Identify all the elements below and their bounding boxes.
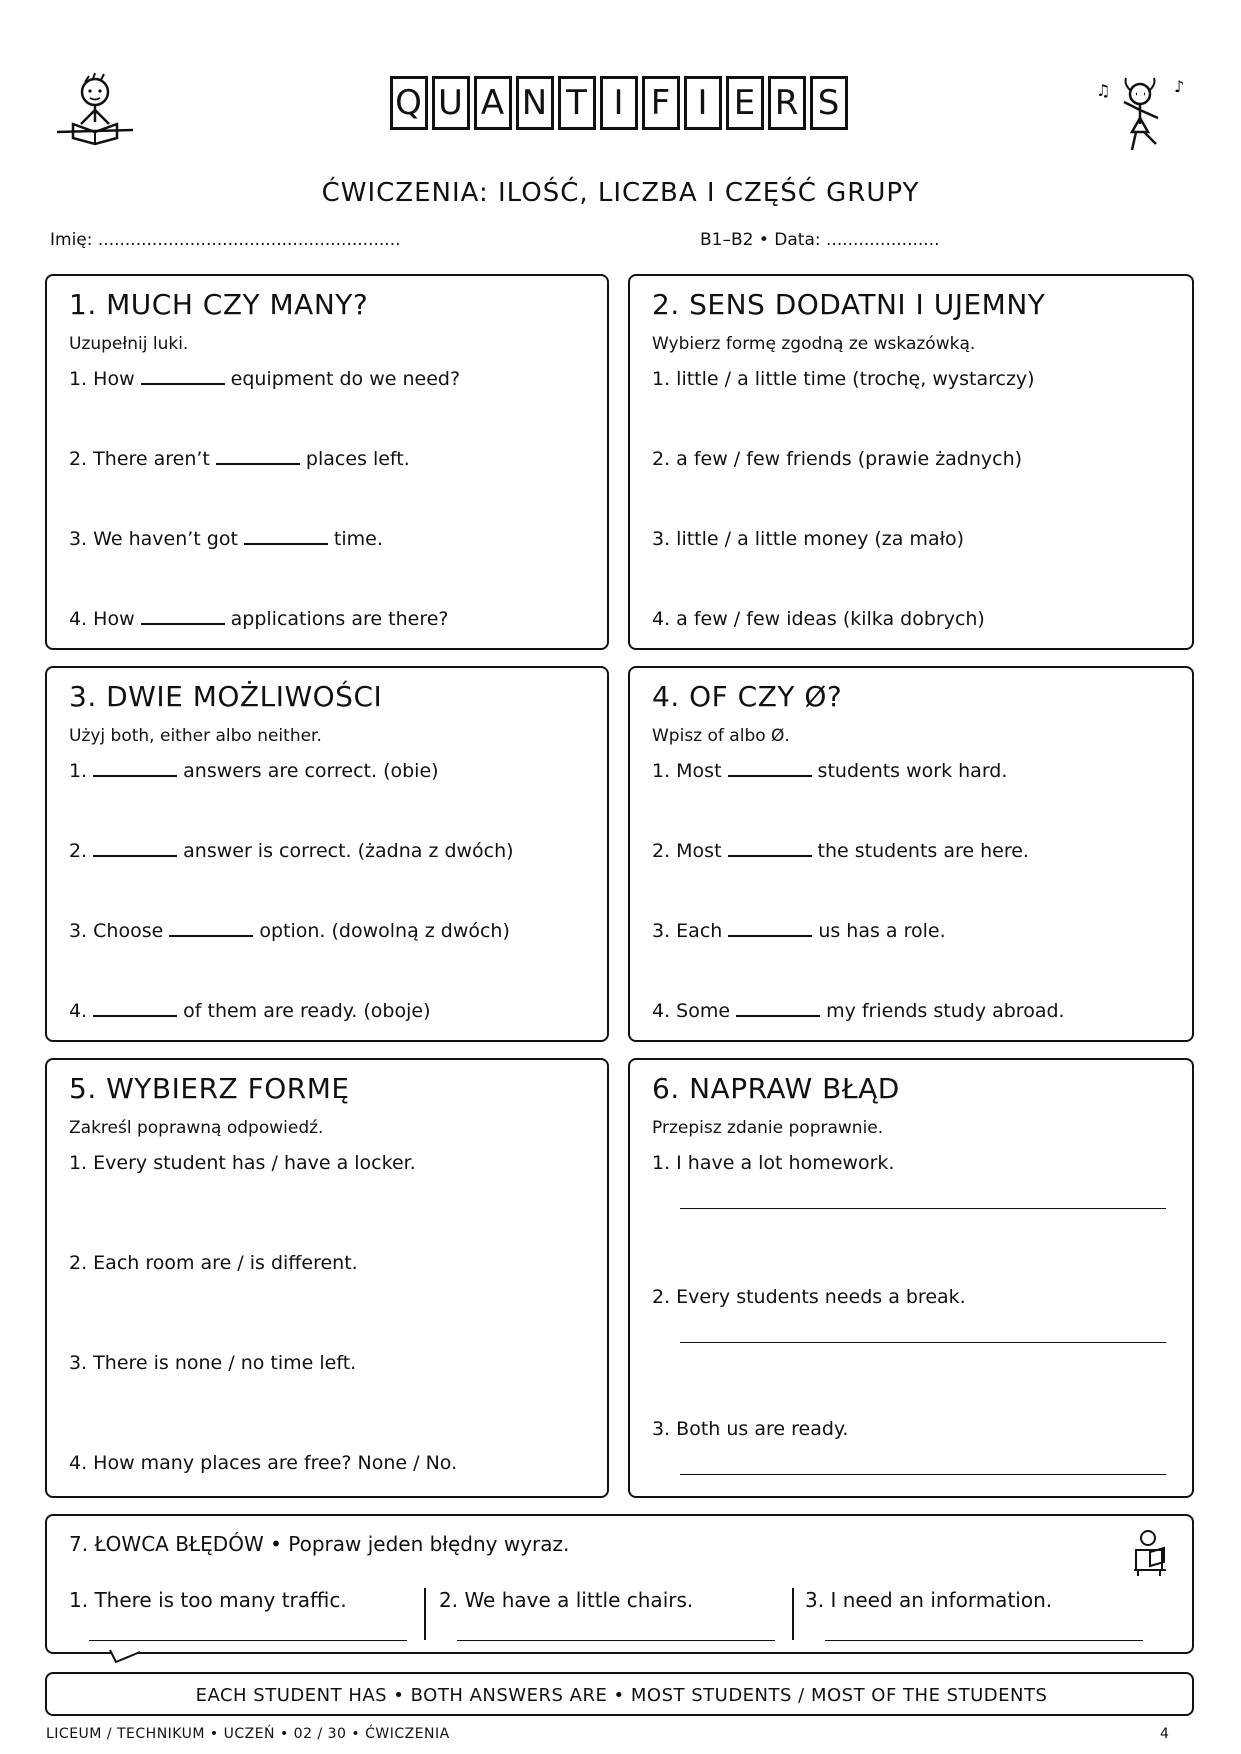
summary-bar bbox=[45, 1672, 1194, 1716]
section-title: 4. OF CZY Ø? bbox=[652, 680, 843, 713]
answer-blank[interactable] bbox=[93, 761, 177, 777]
exercise-item[interactable]: 3. little / a little money (za mało) bbox=[652, 528, 965, 550]
answer-line[interactable] bbox=[825, 1640, 1143, 1641]
answer-line[interactable] bbox=[680, 1208, 1166, 1209]
exercise-item: 1. There is too many traffic. bbox=[69, 1588, 347, 1612]
title-letter-tile: Q bbox=[390, 76, 428, 130]
answer-blank[interactable] bbox=[93, 841, 177, 857]
section-title: 5. WYBIERZ FORMĘ bbox=[69, 1072, 350, 1105]
answer-blank[interactable] bbox=[141, 369, 225, 385]
section-of-or-zero bbox=[628, 666, 1194, 1042]
exercise-item: 1. Most students work hard. bbox=[652, 760, 1008, 782]
answer-blank[interactable] bbox=[728, 921, 812, 937]
section-two-options bbox=[45, 666, 609, 1042]
section-title: 3. DWIE MOŻLIWOŚCI bbox=[69, 680, 383, 713]
section-title: 7. ŁOWCA BŁĘDÓW • Popraw jeden błędny wyraz. bbox=[69, 1532, 570, 1556]
exercise-item: 4. of them are ready. (oboje) bbox=[69, 1000, 431, 1022]
answer-blank[interactable] bbox=[141, 609, 225, 625]
exercise-item: 3. I need an information. bbox=[805, 1588, 1053, 1612]
exercise-item: 3. We haven’t got time. bbox=[69, 528, 383, 550]
answer-blank[interactable] bbox=[736, 1001, 820, 1017]
title-letter-tile: U bbox=[432, 76, 470, 130]
title-letter-tile: N bbox=[516, 76, 554, 130]
exercise-item[interactable]: 3. There is none / no time left. bbox=[69, 1352, 357, 1374]
exercise-item: 1. How equipment do we need? bbox=[69, 368, 461, 390]
exercise-item: 2. We have a little chairs. bbox=[439, 1588, 694, 1612]
section-title: 2. SENS DODATNI I UJEMNY bbox=[652, 288, 1046, 321]
title-letter-tile: A bbox=[474, 76, 512, 130]
title-letter-tile: E bbox=[726, 76, 764, 130]
svg-text:♫: ♫ bbox=[1096, 81, 1111, 100]
title-letter-tile: I bbox=[684, 76, 722, 130]
section-choose-form bbox=[45, 1058, 609, 1498]
subtitle: ĆWICZENIA: ILOŚĆ, LICZBA I CZĘŚĆ GRUPY bbox=[321, 178, 920, 208]
reading-chair-icon bbox=[1130, 1528, 1174, 1578]
exercise-item[interactable]: 4. a few / few ideas (kilka dobrych) bbox=[652, 608, 985, 630]
exercise-item[interactable]: 2. Each room are / is different. bbox=[69, 1252, 358, 1274]
page-title bbox=[0, 76, 1241, 130]
title-letter-tile: I bbox=[600, 76, 638, 130]
section-fix-error bbox=[628, 1058, 1194, 1498]
exercise-item: 4. Some my friends study abroad. bbox=[652, 1000, 1065, 1022]
exercise-item: 2. Every students needs a break. bbox=[652, 1286, 966, 1308]
answer-line[interactable] bbox=[457, 1640, 775, 1641]
exercise-item: 3. Choose option. (dowolną z dwóch) bbox=[69, 920, 510, 942]
section-error-hunter bbox=[45, 1514, 1194, 1654]
section-instruction: Wpisz of albo Ø. bbox=[652, 726, 790, 746]
answer-blank[interactable] bbox=[728, 841, 812, 857]
section-instruction: Uzupełnij luki. bbox=[69, 334, 189, 354]
divider bbox=[424, 1588, 426, 1640]
exercise-item: 1. answers are correct. (obie) bbox=[69, 760, 439, 782]
title-letter-tile: F bbox=[642, 76, 680, 130]
section-title: 1. MUCH CZY MANY? bbox=[69, 288, 369, 321]
exercise-item[interactable]: 4. How many places are free? None / No. bbox=[69, 1452, 458, 1474]
answer-line[interactable] bbox=[680, 1474, 1166, 1475]
section-instruction: Zakreśl poprawną odpowiedź. bbox=[69, 1118, 324, 1138]
section-instruction: Użyj both, either albo neither. bbox=[69, 726, 322, 746]
title-letter-tile: R bbox=[768, 76, 806, 130]
section-positive-negative bbox=[628, 274, 1194, 650]
answer-line[interactable] bbox=[89, 1640, 407, 1641]
answer-blank[interactable] bbox=[216, 449, 300, 465]
exercise-item: 2. answer is correct. (żadna z dwóch) bbox=[69, 840, 514, 862]
divider bbox=[792, 1588, 794, 1640]
section-much-many bbox=[45, 274, 609, 650]
exercise-item: 4. How applications are there? bbox=[69, 608, 449, 630]
section-instruction: Przepisz zdanie poprawnie. bbox=[652, 1118, 884, 1138]
exercise-item[interactable]: 1. Every student has / have a locker. bbox=[69, 1152, 416, 1174]
level-date-field[interactable]: B1–B2 • Data: ..................... bbox=[700, 230, 940, 250]
summary-text: EACH STUDENT HAS • BOTH ANSWERS ARE • MOST STUDENTS / MOST OF THE STUDENTS bbox=[195, 1685, 1048, 1706]
exercise-item: 2. There aren’t places left. bbox=[69, 448, 410, 470]
name-field[interactable]: Imię: ........................................................ bbox=[50, 230, 401, 250]
speech-tail-icon bbox=[108, 1648, 144, 1668]
exercise-item: 1. I have a lot homework. bbox=[652, 1152, 895, 1174]
answer-blank[interactable] bbox=[169, 921, 253, 937]
exercise-item[interactable]: 2. a few / few friends (prawie żadnych) bbox=[652, 448, 1023, 470]
exercise-item: 3. Both us are ready. bbox=[652, 1418, 849, 1440]
footer-info: LICEUM / TECHNIKUM • UCZEŃ • 02 / 30 • ĆWICZENIA bbox=[46, 1726, 450, 1742]
answer-blank[interactable] bbox=[93, 1001, 177, 1017]
answer-line[interactable] bbox=[680, 1342, 1166, 1343]
svg-text:♪: ♪ bbox=[1174, 77, 1185, 96]
title-letter-tile: S bbox=[810, 76, 848, 130]
exercise-item: 3. Each us has a role. bbox=[652, 920, 946, 942]
answer-blank[interactable] bbox=[728, 761, 812, 777]
answer-blank[interactable] bbox=[244, 529, 328, 545]
exercise-item: 2. Most the students are here. bbox=[652, 840, 1029, 862]
exercise-item[interactable]: 1. little / a little time (trochę, wystarczy) bbox=[652, 368, 1035, 390]
title-letter-tile: T bbox=[558, 76, 596, 130]
section-instruction: Wybierz formę zgodną ze wskazówką. bbox=[652, 334, 976, 354]
page-number: 4 bbox=[1160, 1726, 1170, 1742]
section-title: 6. NAPRAW BŁĄD bbox=[652, 1072, 900, 1105]
